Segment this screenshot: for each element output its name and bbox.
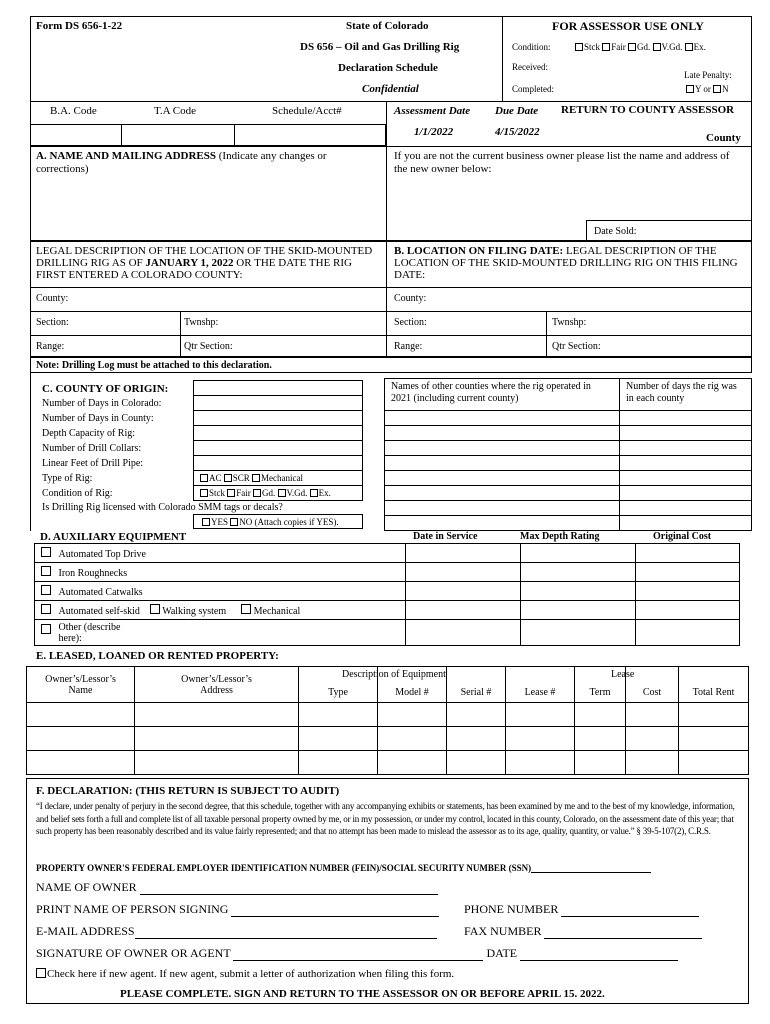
legal-right-text: B. LOCATION ON FILING DATE: LEGAL DESCRIPTION OF THE LOCATION OF THE SKID-MOUNTED DRILLING RIG ON THIS FILING DATE: xyxy=(394,245,738,281)
field[interactable] xyxy=(636,620,740,646)
checkbox[interactable] xyxy=(278,489,286,497)
date-field[interactable] xyxy=(520,949,678,961)
form-subtitle: Declaration Schedule xyxy=(338,62,438,74)
lease-no-header: Lease # xyxy=(506,667,575,703)
aux-item: Automated Top Drive xyxy=(35,544,406,563)
field[interactable] xyxy=(636,544,740,563)
return-to-label: RETURN TO COUNTY ASSESSOR xyxy=(561,104,735,116)
rig-type-options: AC SCR Mechanical xyxy=(194,471,363,486)
checkbox[interactable] xyxy=(41,585,51,595)
cell[interactable] xyxy=(447,703,506,727)
field[interactable] xyxy=(194,381,363,396)
cell[interactable] xyxy=(27,727,135,751)
phone-row: PHONE NUMBER xyxy=(464,902,699,917)
checkbox[interactable] xyxy=(41,547,51,557)
checkbox[interactable] xyxy=(230,518,238,526)
form-id: Form DS 656-1-22 xyxy=(36,20,123,32)
term-header: Term xyxy=(575,667,626,703)
field[interactable] xyxy=(521,582,636,601)
checkbox[interactable] xyxy=(41,604,51,614)
drilling-log-note: Note: Drilling Log must be attached to this declaration. xyxy=(36,360,272,371)
left-county-label: County: xyxy=(36,293,69,304)
checkbox[interactable] xyxy=(713,85,721,93)
due-date-label: Due Date xyxy=(495,105,539,117)
type-header: Type xyxy=(299,667,378,703)
field[interactable] xyxy=(385,501,620,516)
due-date: 4/15/2022 xyxy=(495,126,540,138)
email-row: E-MAIL ADDRESS xyxy=(36,924,437,939)
field[interactable] xyxy=(636,601,740,620)
ta-code-label: T.A Code xyxy=(154,105,196,117)
assessment-date: 1/1/2022 xyxy=(414,126,454,138)
fax-field[interactable] xyxy=(544,927,702,939)
checkbox[interactable] xyxy=(602,43,610,51)
assessor-condition-options: Stck Fair Gd. V.Gd. Ex. xyxy=(575,42,706,52)
smm-question: Is Drilling Rig licensed with Colorado SMM tags or decals? xyxy=(42,502,283,513)
field[interactable] xyxy=(620,411,752,426)
cell[interactable] xyxy=(679,751,749,775)
field[interactable] xyxy=(620,441,752,456)
ba-code-label: B.A. Code xyxy=(50,105,97,117)
aux-item: Automated Catwalks xyxy=(35,582,406,601)
phone-field[interactable] xyxy=(561,905,699,917)
assessment-date-label: Assessment Date xyxy=(394,105,471,117)
auxiliary-equipment-table xyxy=(34,543,740,646)
schedule-label: Schedule/Acct# xyxy=(272,105,342,117)
cell[interactable] xyxy=(626,727,679,751)
assessor-use-title: FOR ASSESSOR USE ONLY xyxy=(552,19,704,33)
checkbox[interactable] xyxy=(628,43,636,51)
field[interactable] xyxy=(636,563,740,582)
field[interactable] xyxy=(385,486,620,501)
county-origin-fields xyxy=(193,380,363,501)
cell[interactable] xyxy=(378,751,447,775)
county-label: County xyxy=(706,132,741,144)
confidential-label: Confidential xyxy=(362,83,419,95)
field[interactable] xyxy=(620,516,752,531)
left-qtr-label: Qtr Section: xyxy=(184,341,233,352)
field[interactable] xyxy=(385,516,620,531)
section-a-title: A. NAME AND MAILING ADDRESS (Indicate any changes or corrections) xyxy=(36,150,327,175)
original-cost-header: Original Cost xyxy=(653,531,712,542)
aux-item: Other (describe here): xyxy=(35,620,406,646)
checkbox[interactable] xyxy=(202,518,210,526)
completed-label: Completed: xyxy=(512,84,554,94)
field[interactable] xyxy=(194,426,363,441)
field[interactable] xyxy=(521,563,636,582)
c-row-label: Type of Rig: xyxy=(42,473,93,484)
counties-header: Names of other counties where the rig operated in 2021 (including current county) xyxy=(385,379,620,411)
section-c-title: C. COUNTY OF ORIGIN: xyxy=(42,383,169,395)
cell[interactable] xyxy=(575,727,626,751)
right-qtr-label: Qtr Section: xyxy=(552,341,601,352)
field[interactable] xyxy=(406,601,521,620)
date-in-service-header: Date in Service xyxy=(413,531,478,542)
right-twnshp-label: Twnshp: xyxy=(552,317,587,328)
cell[interactable] xyxy=(679,703,749,727)
ba-code-field[interactable] xyxy=(30,124,122,146)
left-range-label: Range: xyxy=(36,341,65,352)
print-name-field[interactable] xyxy=(231,905,439,917)
aux-item: Automated self-skid Walking system Mechanical xyxy=(35,601,406,620)
legal-left-text: LEGAL DESCRIPTION OF THE LOCATION OF THE SKID-MOUNTED DRILLING RIG AS OF JANUARY 1, 2022 OR THE DATE THE RIG FIRST ENTERED A COLORADO COUNTY: xyxy=(36,245,373,281)
field[interactable] xyxy=(385,426,620,441)
cell[interactable] xyxy=(575,751,626,775)
field[interactable] xyxy=(636,582,740,601)
days-header: Number of days the rig was in each county xyxy=(620,379,752,411)
lease-header: Lease xyxy=(611,669,635,680)
field[interactable] xyxy=(620,426,752,441)
cell[interactable] xyxy=(378,703,447,727)
field[interactable] xyxy=(194,396,363,411)
c-row-label: Number of Days in County: xyxy=(42,413,154,424)
section-d-title: D. AUXILIARY EQUIPMENT xyxy=(40,531,187,543)
checkbox[interactable] xyxy=(200,489,208,497)
field[interactable] xyxy=(385,471,620,486)
owner-name-header: Owner’s/Lessor’s Name xyxy=(27,667,135,703)
form-title: DS 656 – Oil and Gas Drilling Rig xyxy=(300,41,460,53)
cell[interactable] xyxy=(575,703,626,727)
right-section-label: Section: xyxy=(394,317,427,328)
late-penalty-label: Late Penalty: xyxy=(684,70,732,80)
field[interactable] xyxy=(406,582,521,601)
left-twnshp-label: Twnshp: xyxy=(184,317,219,328)
cell[interactable] xyxy=(299,751,378,775)
field[interactable] xyxy=(385,441,620,456)
ta-code-field[interactable] xyxy=(121,124,235,146)
left-section-label: Section: xyxy=(36,317,69,328)
field[interactable] xyxy=(620,471,752,486)
field[interactable] xyxy=(406,563,521,582)
checkbox[interactable] xyxy=(310,489,318,497)
checkbox[interactable] xyxy=(150,604,160,614)
cell[interactable] xyxy=(447,727,506,751)
c-row-label: Number of Days in Colorado: xyxy=(42,398,162,409)
total-rent-header: Total Rent xyxy=(679,667,749,703)
field[interactable] xyxy=(194,441,363,456)
condition-label: Condition: xyxy=(512,42,551,52)
rig-condition-options: Stck Fair Gd. V.Gd. Ex. xyxy=(194,486,363,501)
cell[interactable] xyxy=(299,703,378,727)
cell[interactable] xyxy=(679,727,749,751)
signature-row: SIGNATURE OF OWNER OR AGENT DATE xyxy=(36,946,678,961)
right-range-label: Range: xyxy=(394,341,423,352)
field[interactable] xyxy=(620,456,752,471)
fax-row: FAX NUMBER xyxy=(464,924,702,939)
field[interactable] xyxy=(521,544,636,563)
checkbox[interactable] xyxy=(252,474,260,482)
cell[interactable] xyxy=(299,727,378,751)
checkbox[interactable] xyxy=(41,566,51,576)
late-penalty-yn: Y or N xyxy=(686,84,729,94)
max-depth-header: Max Depth Rating xyxy=(520,531,600,542)
checkbox[interactable] xyxy=(685,43,693,51)
name-of-owner-field[interactable] xyxy=(140,883,438,895)
cell[interactable] xyxy=(27,751,135,775)
fein-label: PROPERTY OWNER'S FEDERAL EMPLOYER IDENTIFICATION NUMBER (FEIN)/SOCIAL SECURITY NUMBER (SSN) xyxy=(36,861,651,873)
description-of-equipment-header: Description of Equipment xyxy=(342,669,446,680)
checkbox[interactable] xyxy=(224,474,232,482)
cost-header: Cost xyxy=(626,667,679,703)
right-county-label: County: xyxy=(394,293,427,304)
leased-property-table xyxy=(26,666,749,775)
cell[interactable] xyxy=(135,751,299,775)
field[interactable] xyxy=(385,411,620,426)
new-agent-row: Check here if new agent. If new agent, submit a letter of authorization when filing this form. xyxy=(36,968,454,980)
checkbox[interactable] xyxy=(653,43,661,51)
checkbox[interactable] xyxy=(253,489,261,497)
field[interactable] xyxy=(521,601,636,620)
cell[interactable] xyxy=(626,703,679,727)
checkbox[interactable] xyxy=(686,85,694,93)
checkbox[interactable] xyxy=(241,604,251,614)
new-owner-note: If you are not the current business owner please list the name and address of the new owner below: xyxy=(394,150,730,175)
section-e-title: E. LEASED, LOANED OR RENTED PROPERTY: xyxy=(36,650,279,662)
signature-field[interactable] xyxy=(233,949,483,961)
field[interactable] xyxy=(620,501,752,516)
serial-header: Serial # xyxy=(447,667,506,703)
checkbox[interactable] xyxy=(227,489,235,497)
field[interactable] xyxy=(385,456,620,471)
field[interactable] xyxy=(194,456,363,471)
fein-field[interactable] xyxy=(531,861,651,873)
owner-address-header: Owner’s/Lessor’s Address xyxy=(135,667,299,703)
field[interactable] xyxy=(521,620,636,646)
cell[interactable] xyxy=(626,751,679,775)
cell[interactable] xyxy=(506,703,575,727)
new-agent-checkbox[interactable] xyxy=(36,968,46,978)
email-field[interactable] xyxy=(135,927,437,939)
cell[interactable] xyxy=(135,703,299,727)
section-f-title: F. DECLARATION: (THIS RETURN IS SUBJECT TO AUDIT) xyxy=(36,785,340,797)
field[interactable] xyxy=(194,411,363,426)
checkbox[interactable] xyxy=(200,474,208,482)
c-row-label: Linear Feet of Drill Pipe: xyxy=(42,458,144,469)
other-counties-table xyxy=(384,378,752,531)
model-header: Model # xyxy=(378,667,447,703)
aux-item: Iron Roughnecks xyxy=(35,563,406,582)
footer-instruction: PLEASE COMPLETE. SIGN AND RETURN TO THE ASSESSOR ON OR BEFORE APRIL 15. 2022. xyxy=(120,988,605,1000)
received-label: Received: xyxy=(512,62,548,72)
cell[interactable] xyxy=(447,751,506,775)
print-name-row: PRINT NAME OF PERSON SIGNING xyxy=(36,902,439,917)
cell[interactable] xyxy=(378,727,447,751)
schedule-field[interactable] xyxy=(234,124,386,146)
cell[interactable] xyxy=(135,727,299,751)
name-of-owner-row: NAME OF OWNER xyxy=(36,880,438,895)
cell[interactable] xyxy=(27,703,135,727)
c-row-label: Condition of Rig: xyxy=(42,488,113,499)
c-row-label: Depth Capacity of Rig: xyxy=(42,428,136,439)
smm-options: YES NO (Attach copies if YES). xyxy=(193,514,363,529)
state-title: State of Colorado xyxy=(346,20,429,32)
field[interactable] xyxy=(406,620,521,646)
date-sold-label: Date Sold: xyxy=(594,226,637,237)
cell[interactable] xyxy=(506,727,575,751)
field[interactable] xyxy=(620,486,752,501)
checkbox[interactable] xyxy=(41,624,51,634)
checkbox[interactable] xyxy=(575,43,583,51)
c-row-label: Number of Drill Collars: xyxy=(42,443,142,454)
field[interactable] xyxy=(406,544,521,563)
declaration-text: “I declare, under penalty of perjury in the second degree, that this schedule, together with any accompanying exhibits or statements, has been examined by me and to the best of my knowledge, information, and belief sets forth a full and complete list of all taxable personal property owned by me, or in my possession, or under my control, located in this county, Colorado, on the assessment date of this year; that such property has been reasonably described and its value fairly represented; and that no attempt has been made to mislead the assessor as to its age, quality, quantity, or value.” § 39-5-107(2), C.R.S. xyxy=(36,801,735,836)
cell[interactable] xyxy=(506,751,575,775)
